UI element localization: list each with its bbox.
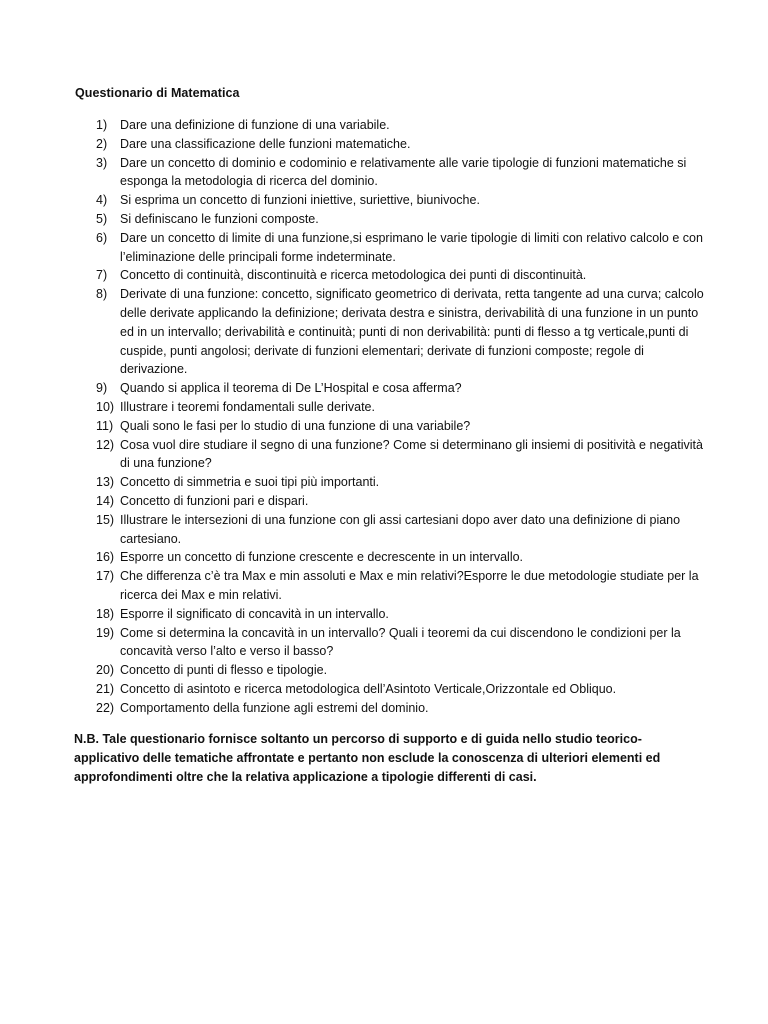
question-text: Si definiscano le funzioni composte. xyxy=(120,211,319,226)
question-item xyxy=(96,266,706,285)
question-number: 19) xyxy=(96,625,115,640)
question-text: Dare una classificazione delle funzioni matematiche. xyxy=(120,136,411,151)
question-text: Derivate di una funzione: concetto, significato geometrico di derivata, retta tangente ad una curva; calcolo delle derivate applicando la definizione; derivata destra e sinistra, derivabilità di una funzione in un punto ed in un intervallo; derivabilità e continuità; punti di non derivabilità: punti di flesso a tg verticale,punti di cuspide, punti angolosi; derivate di funzioni elementari; derivate di funzioni composte; regole di derivazione. xyxy=(120,287,704,377)
question-text: Quando si applica il teorema di De L’Hospital e cosa afferma? xyxy=(120,381,462,396)
question-number: 15) xyxy=(96,512,115,527)
question-text: Dare un concetto di limite di una funzione,si esprimano le varie tipologie di limiti con relativo calcolo e con l’eliminazione delle principali forme indeterminate. xyxy=(120,230,703,264)
question-text: Si esprima un concetto di funzioni iniettive, suriettive, biunivoche. xyxy=(120,193,480,208)
question-item xyxy=(96,492,706,511)
question-item xyxy=(96,154,706,192)
question-number: 20) xyxy=(96,663,115,678)
question-number: 1) xyxy=(96,118,108,132)
question-item xyxy=(96,229,706,267)
question-text: Concetto di funzioni pari e dispari. xyxy=(120,493,309,508)
question-number: 12) xyxy=(96,437,115,452)
question-number: 17) xyxy=(96,569,115,584)
question-item xyxy=(96,567,706,605)
question-text: Esporre il significato di concavità in un intervallo. xyxy=(120,606,389,621)
question-text: Illustrare le intersezioni di una funzione con gli assi cartesiani dopo aver dato una definizione di piano cartesiano. xyxy=(120,512,681,546)
question-item xyxy=(96,285,706,379)
question-item xyxy=(96,473,706,492)
question-text: Dare una definizione di funzione di una variabile. xyxy=(120,118,390,132)
footnote: N.B. Tale questionario fornisce soltanto un percorso di supporto e di guida nello studio teorico-applicativo delle tematiche affrontate e pertanto non esclude la conoscenza di ulteriori elementi ed approfondimenti oltre che la relativa applicazione a tipologie differenti di casi. xyxy=(74,732,661,784)
question-text: Che differenza c’è tra Max e min assoluti e Max e min relativi?Esporre le due metodologie studiate per la ricerca dei Max e min relativi. xyxy=(120,569,699,602)
question-item xyxy=(96,548,706,567)
question-number: 22) xyxy=(96,700,115,715)
question-number: 8) xyxy=(96,287,108,302)
question-text: Concetto di asintoto e ricerca metodologica dell’Asintoto Verticale,Orizzontale ed Obliquo. xyxy=(120,681,617,696)
question-number: 5) xyxy=(96,211,108,226)
question-number: 7) xyxy=(96,268,108,283)
question-item xyxy=(96,699,706,718)
question-item xyxy=(96,511,706,549)
question-text: Concetto di simmetria e suoi tipi più importanti. xyxy=(120,475,380,490)
question-number: 10) xyxy=(96,399,115,414)
question-item xyxy=(96,379,706,398)
question-number: 18) xyxy=(96,606,115,621)
question-number: 14) xyxy=(96,493,115,508)
question-list xyxy=(96,116,706,718)
question-number: 16) xyxy=(96,550,115,565)
question-number: 13) xyxy=(96,475,115,490)
question-item xyxy=(96,417,706,436)
question-text: Come si determina la concavità in un intervallo? Quali i teoremi da cui discendono le condizioni per la concavità verso l’alto e verso il basso? xyxy=(120,625,681,659)
question-item xyxy=(96,680,706,699)
question-text: Quali sono le fasi per lo studio di una funzione di una variabile? xyxy=(120,418,471,433)
question-item xyxy=(96,116,706,135)
question-item xyxy=(96,210,706,229)
question-item xyxy=(96,398,706,417)
question-item xyxy=(96,661,706,680)
question-number: 6) xyxy=(96,230,108,245)
question-text: Concetto di punti di flesso e tipologie. xyxy=(120,663,328,678)
question-number: 3) xyxy=(96,155,108,170)
question-text: Esporre un concetto di funzione crescente e decrescente in un intervallo. xyxy=(120,550,524,565)
document-title: Questionario di Matematica xyxy=(75,86,240,100)
question-item xyxy=(96,135,706,154)
question-number: 2) xyxy=(96,136,108,151)
question-text: Cosa vuol dire studiare il segno di una funzione? Come si determinano gli insiemi di positività e negatività di una funzione? xyxy=(120,437,703,471)
question-text: Concetto di continuità, discontinuità e ricerca metodologica dei punti di discontinuità. xyxy=(120,268,587,283)
question-number: 9) xyxy=(96,381,108,396)
question-number: 11) xyxy=(96,418,114,433)
question-number: 21) xyxy=(96,681,115,696)
question-item xyxy=(96,605,706,624)
question-item xyxy=(96,436,706,474)
question-text: Dare un concetto di dominio e codominio e relativamente alle varie tipologie di funzioni matematiche si esponga la metodologia di ricerca del dominio. xyxy=(120,155,687,189)
question-item xyxy=(96,191,706,210)
question-text: Illustrare i teoremi fondamentali sulle derivate. xyxy=(120,399,375,414)
question-item xyxy=(96,624,706,662)
question-text: Comportamento della funzione agli estremi del dominio. xyxy=(120,700,429,715)
question-number: 4) xyxy=(96,193,108,208)
